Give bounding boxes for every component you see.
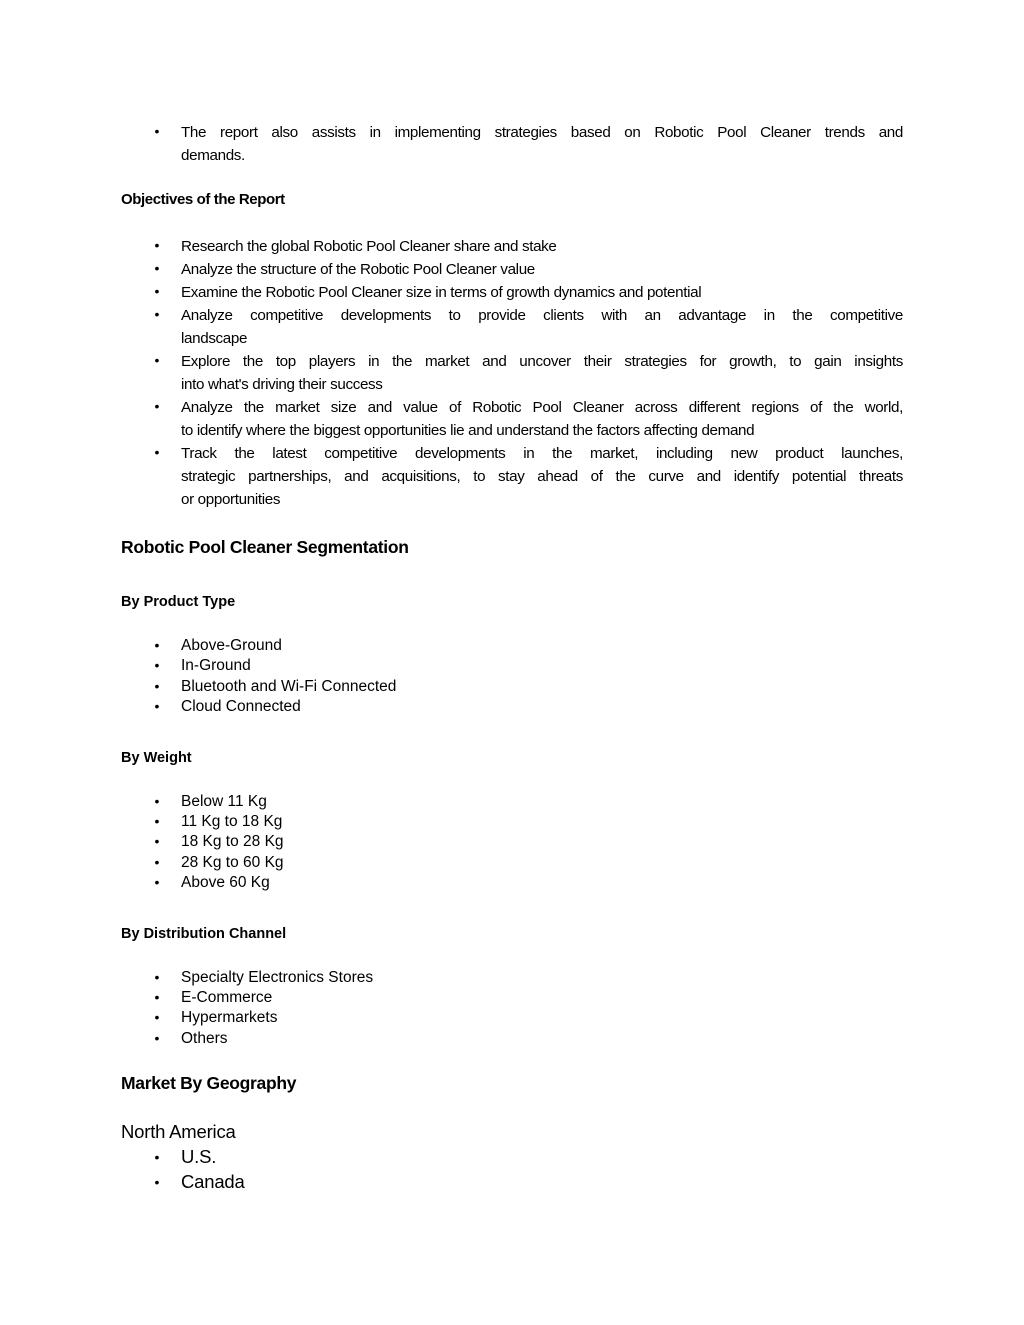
bullet-icon xyxy=(151,833,163,849)
distribution-channel-heading: By Distribution Channel xyxy=(121,926,287,942)
bullet-icon xyxy=(151,237,163,253)
product-type-heading: By Product Type xyxy=(121,594,236,610)
bullet-icon xyxy=(151,123,163,139)
country-item: U.S. xyxy=(181,1146,217,1167)
objective-item-continuation: into what's driving their success xyxy=(181,376,383,393)
objective-item-continuation: strategic partnerships, and acquisitions, to stay ahead of the curve and identify potential threats xyxy=(181,468,903,485)
objective-item: Explore the top players in the market and uncover their strategies for growth, to gain insights xyxy=(181,353,903,370)
geography-heading: Market By Geography xyxy=(121,1073,297,1093)
bullet-icon xyxy=(151,678,163,694)
intro-bullet-line-2: demands. xyxy=(181,147,245,164)
bullet-icon xyxy=(151,657,163,673)
objective-item: Analyze the market size and value of Robotic Pool Cleaner across different regions of the world, xyxy=(181,399,903,416)
intro-bullet-line-1: The report also assists in implementing strategies based on Robotic Pool Cleaner trends and xyxy=(181,124,903,141)
objective-item: Track the latest competitive developments in the market, including new product launches, xyxy=(181,445,903,462)
bullet-icon xyxy=(151,352,163,368)
list-item: Above-Ground xyxy=(181,637,282,654)
segmentation-heading: Robotic Pool Cleaner Segmentation xyxy=(121,537,409,557)
objectives-heading: Objectives of the Report xyxy=(121,191,285,208)
country-item: Canada xyxy=(181,1171,245,1192)
bullet-icon xyxy=(151,698,163,714)
objective-item-continuation: to identify where the biggest opportunities lie and understand the factors affecting demand xyxy=(181,422,755,439)
objective-item-continuation: or opportunities xyxy=(181,491,281,508)
bullet-icon xyxy=(151,398,163,414)
bullet-icon xyxy=(151,793,163,809)
bullet-icon xyxy=(151,637,163,653)
bullet-icon xyxy=(151,444,163,460)
list-item: Hypermarkets xyxy=(181,1009,278,1026)
bullet-icon xyxy=(151,1009,163,1025)
bullet-icon xyxy=(151,1149,163,1165)
bullet-icon xyxy=(151,260,163,276)
list-item: 28 Kg to 60 Kg xyxy=(181,854,284,871)
bullet-icon xyxy=(151,1030,163,1046)
list-item: E-Commerce xyxy=(181,989,273,1006)
bullet-icon xyxy=(151,969,163,985)
objective-item-continuation: landscape xyxy=(181,330,248,347)
list-item: In-Ground xyxy=(181,657,251,674)
list-item: 11 Kg to 18 Kg xyxy=(181,813,283,830)
bullet-icon xyxy=(151,874,163,890)
bullet-icon xyxy=(151,1174,163,1190)
bullet-icon xyxy=(151,854,163,870)
objective-item: Research the global Robotic Pool Cleaner share and stake xyxy=(181,238,557,255)
bullet-icon xyxy=(151,989,163,1005)
region-name: North America xyxy=(121,1121,236,1142)
list-item: Bluetooth and Wi-Fi Connected xyxy=(181,678,397,695)
weight-heading: By Weight xyxy=(121,750,192,766)
bullet-icon xyxy=(151,283,163,299)
list-item: Specialty Electronics Stores xyxy=(181,969,374,986)
bullet-icon xyxy=(151,306,163,322)
objective-item: Examine the Robotic Pool Cleaner size in terms of growth dynamics and potential xyxy=(181,284,702,301)
list-item: Above 60 Kg xyxy=(181,874,270,891)
bullet-icon xyxy=(151,813,163,829)
objective-item: Analyze the structure of the Robotic Pool Cleaner value xyxy=(181,261,535,278)
list-item: Cloud Connected xyxy=(181,698,301,715)
list-item: Others xyxy=(181,1030,228,1047)
list-item: 18 Kg to 28 Kg xyxy=(181,833,284,850)
list-item: Below 11 Kg xyxy=(181,793,267,810)
objective-item: Analyze competitive developments to provide clients with an advantage in the competitive xyxy=(181,307,903,324)
